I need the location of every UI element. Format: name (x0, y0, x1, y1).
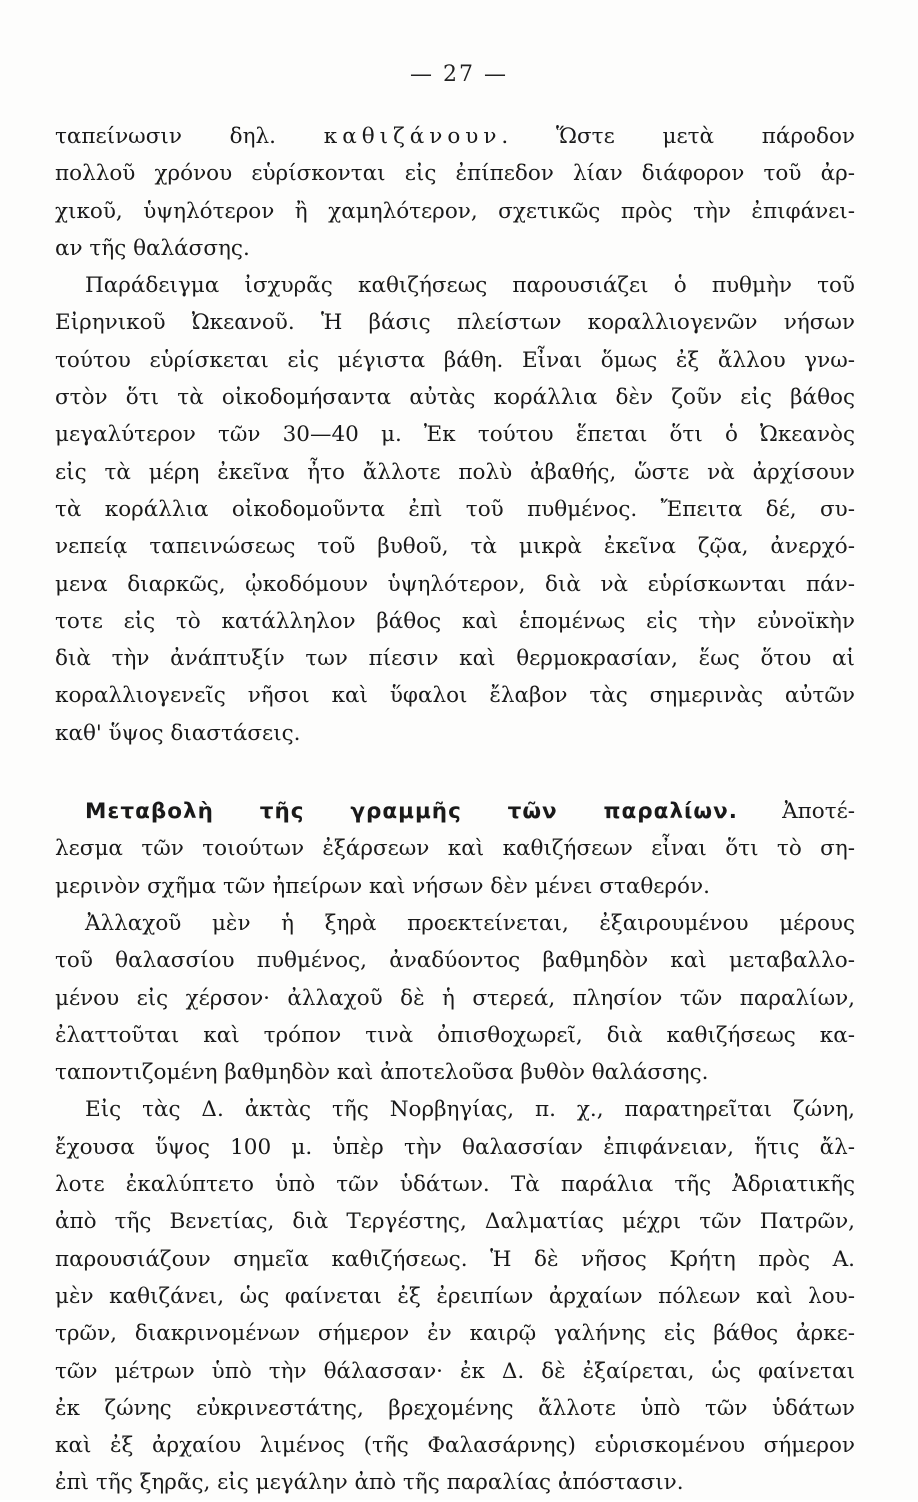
text-line: μεγαλύτερον τῶν 30—40 μ. Ἐκ τούτου ἕπεται ὅτι ὁ Ὠκεανὸς (55, 422, 855, 448)
text-line: τοῦ θαλασσίου πυθμένος, ἀναδύοντος βαθμηδὸν καὶ μεταβαλλο- (55, 948, 855, 974)
text-line: ἐπὶ τῆς ξηρᾶς, εἰς μεγάλην ἀπὸ τῆς παραλίας ἀπόστασιν. (55, 1470, 684, 1496)
text-line: κοραλλιογενεῖς νῆσοι καὶ ὕφαλοι ἔλαβον τὰς σημερινὰς αὐτῶν (55, 683, 855, 709)
section-gap (55, 752, 855, 793)
paragraph (55, 118, 855, 267)
text-line: αν τῆς θαλάσσης. (55, 235, 250, 261)
paragraph (55, 793, 855, 905)
text-line: ἔχουσα ὕψος 100 μ. ὑπὲρ τὴν θαλασσίαν ἐπιφάνειαν, ἥτις ἄλ- (55, 1134, 855, 1160)
text-line: τὰ κοράλλια οἰκοδομοῦντα ἐπὶ τοῦ πυθμένος. Ἔπειτα δέ, συ- (55, 496, 855, 522)
text-line: τῶν μέτρων ὑπὸ τὴν θάλασσαν· ἐκ Δ. δὲ ἐξαίρεται, ὡς φαίνεται (55, 1358, 855, 1384)
text-line: τοτε εἰς τὸ κατάλληλον βάθος καὶ ἑπομένως εἰς τὴν εὐνοϊκὴν (55, 608, 855, 634)
text-line: εἰς τὰ μέρη ἐκεῖνα ἦτο ἄλλοτε πολὺ ἀβαθής, ὥστε νὰ ἀρχίσουν (55, 459, 855, 485)
paragraph (55, 905, 855, 1091)
text-line: ταποντιζομένη βαθμηδὸν καὶ ἀποτελοῦσα βυθὸν θαλάσσης. (55, 1060, 709, 1086)
text-line: μένου εἰς χέρσον· ἀλλαχοῦ δὲ ἡ στερεά, πλησίον τῶν παραλίων, (55, 985, 855, 1011)
text-line: μερινὸν σχῆμα τῶν ἠπείρων καὶ νήσων δὲν μένει σταθερόν. (55, 873, 710, 899)
text-line: ἐκ ζώνης εὐκρινεστάτης, βρεχομένης ἄλλοτε ὑπὸ τῶν ὑδάτων (55, 1395, 855, 1421)
text-line: παρουσιάζουν σημεῖα καθιζήσεως. Ἡ δὲ νῆσος Κρήτη πρὸς Α. (55, 1246, 855, 1272)
text-line: χικοῦ, ὑψηλότερον ἢ χαμηλότερον, σχετικῶς πρὸς τὴν ἐπιφάνει- (55, 198, 855, 224)
page-body (55, 118, 855, 1502)
paragraph (55, 1091, 855, 1501)
emphasized-word: καθιζάνουν (323, 124, 502, 149)
text-line: καθ' ὕψος διαστάσεις. (55, 720, 301, 746)
text-line: μὲν καθιζάνει, ὡς φαίνεται ἐξ ἐρειπίων ἀρχαίων πόλεων καὶ λου- (55, 1283, 855, 1309)
text-line: Εἰρηνικοῦ Ὠκεανοῦ. Ἡ βάσις πλείστων κοραλλιογενῶν νήσων (55, 310, 855, 336)
text-line: διὰ τὴν ἀνάπτυξίν των πίεσιν καὶ θερμοκρασίαν, ἕως ὅτου αἱ (55, 646, 855, 672)
text-line: Ἀλλαχοῦ μὲν ἡ ξηρὰ προεκτείνεται, ἐξαιρουμένου μέρους (85, 910, 855, 936)
text-line: τρῶν, διακρινομένων σήμερον ἐν καιρῷ γαλήνης εἰς βάθος ἀρκε- (55, 1321, 855, 1347)
text-line: ἀπὸ τῆς Βενετίας, διὰ Τεργέστης, Δαλματίας μέχρι τῶν Πατρῶν, (55, 1209, 855, 1235)
text-line: πολλοῦ χρόνου εὑρίσκονται εἰς ἐπίπεδον λίαν διάφορον τοῦ ἀρ- (55, 161, 855, 187)
text-line: μενα διαρκῶς, ᾠκοδόμουν ὑψηλότερον, διὰ νὰ εὑρίσκωνται πάν- (55, 571, 855, 597)
text-line: καὶ ἐξ ἀρχαίου λιμένος (τῆς Φαλασάρνης) εὑρισκομένου σήμερον (55, 1433, 855, 1459)
text-line (55, 793, 855, 830)
text-line: νεπείᾳ ταπεινώσεως τοῦ βυθοῦ, τὰ μικρὰ ἐκεῖνα ζῷα, ἀνερχό- (55, 534, 855, 560)
text-segment: . Ὥστε μετὰ πάροδον (501, 124, 855, 149)
text-segment: ταπείνωσιν δηλ. (55, 124, 324, 149)
text-line: ἐλαττοῦται καὶ τρόπον τινὰ ὀπισθοχωρεῖ, διὰ καθιζήσεως κα- (55, 1022, 855, 1048)
text-line: λοτε ἐκαλύπτετο ὑπὸ τῶν ὑδάτων. Τὰ παράλια τῆς Ἀδριατικῆς (55, 1172, 855, 1198)
section-heading: Μεταβολὴ τῆς γραμμῆς τῶν παραλίων. (85, 799, 738, 825)
text-line (55, 118, 855, 155)
text-line: λεσμα τῶν τοιούτων ἐξάρσεων καὶ καθιζήσεων εἶναι ὅτι τὸ ση- (55, 836, 855, 862)
text-line: στὸν ὅτι τὰ οἰκοδομήσαντα αὐτὰς κοράλλια δὲν ζοῦν εἰς βάθος (55, 385, 855, 411)
text-segment: Ἀποτέ- (737, 799, 856, 825)
paragraph (55, 267, 855, 752)
text-line: Παράδειγμα ἰσχυρᾶς καθιζήσεως παρουσιάζει ὁ πυθμὴν τοῦ (85, 273, 855, 299)
page-number: — 27 — (410, 62, 508, 87)
text-line: Εἰς τὰς Δ. ἀκτὰς τῆς Νορβηγίας, π. χ., παρατηρεῖται ζώνη, (85, 1097, 855, 1123)
text-line: τούτου εὑρίσκεται εἰς μέγιστα βάθη. Εἶναι ὅμως ἐξ ἄλλου γνω- (55, 347, 855, 373)
